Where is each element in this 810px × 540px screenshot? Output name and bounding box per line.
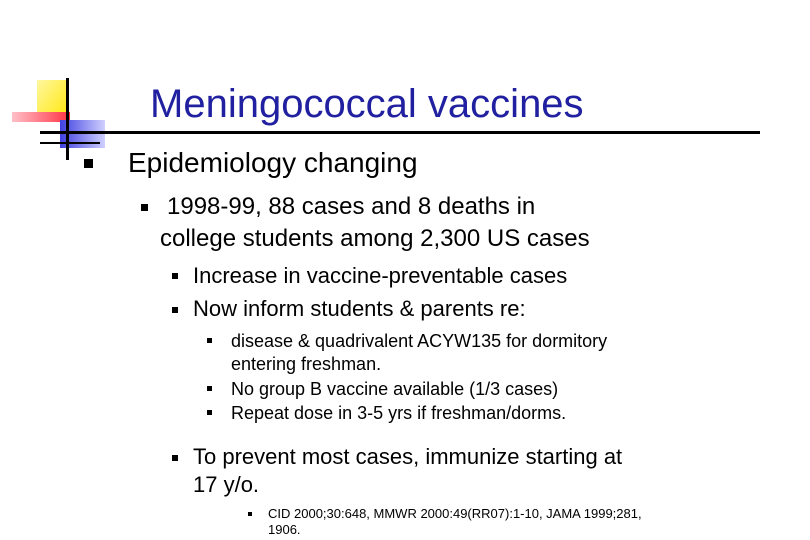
bullet-marker [207, 338, 212, 343]
citation-line1: CID 2000;30:648, MMWR 2000:49(RR07):1-10, JAMA 1999;281, [268, 506, 642, 521]
bullet-marker [172, 307, 178, 313]
bullet-prevent-line1: To prevent most cases, immunize starting at [193, 444, 623, 469]
bullet-disease-line1: disease & quadrivalent ACYW135 for dormitory [231, 331, 608, 351]
bullet-marker [207, 386, 212, 391]
bullet-marker [248, 512, 252, 516]
bullet-marker [172, 273, 178, 279]
bullet-marker [172, 455, 178, 461]
slide-title: Meningococcal vaccines [150, 82, 584, 126]
bullet-inform: Now inform students & parents re: [193, 296, 526, 321]
bullet-disease-line2: entering freshman. [231, 354, 382, 374]
citation-line2: 1906. [268, 522, 301, 537]
title-underline [40, 131, 760, 134]
bullet-cases-line1: 1998-99, 88 cases and 8 deaths in [167, 193, 536, 220]
bullet-cases-line2: college students among 2,300 US cases [160, 225, 590, 252]
bullet-repeat-dose: Repeat dose in 3-5 yrs if freshman/dorms. [231, 403, 567, 423]
bullet-marker [84, 159, 93, 168]
bullet-marker [207, 410, 212, 415]
bullet-epidemiology: Epidemiology changing [128, 147, 418, 178]
deco-horizontal-line [40, 142, 100, 144]
bullet-group-b: No group B vaccine available (1/3 cases) [231, 379, 559, 399]
corner-decoration [0, 0, 120, 170]
bullet-marker [141, 204, 148, 211]
bullet-increase: Increase in vaccine-preventable cases [193, 263, 568, 288]
deco-vertical-line [66, 78, 69, 160]
bullet-prevent-line2: 17 y/o. [193, 472, 260, 497]
